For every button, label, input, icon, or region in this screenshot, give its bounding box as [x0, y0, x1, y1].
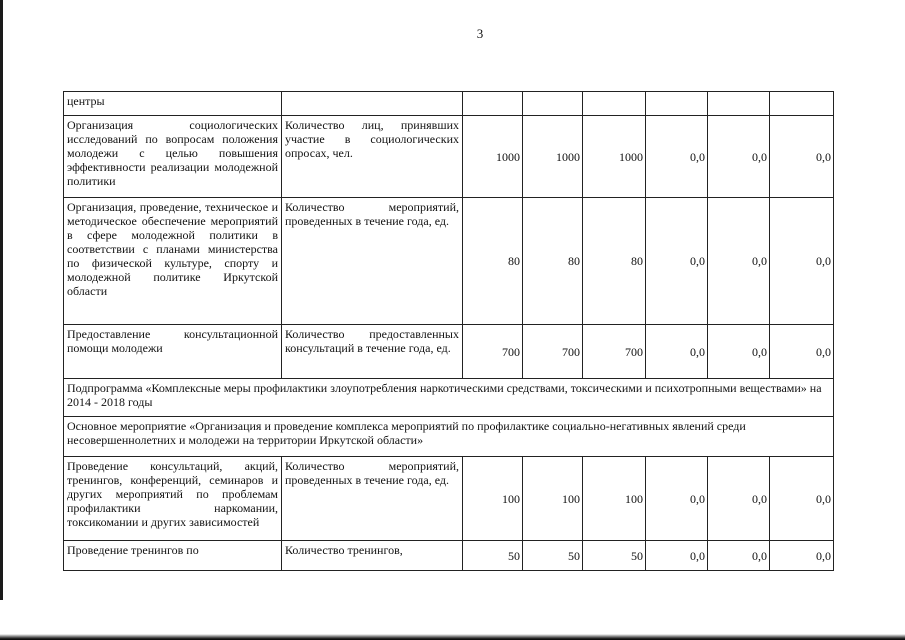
activity-name-cell: Предоставление консультационной помощи молодежи: [64, 325, 282, 379]
value-cell: 0,0: [770, 116, 834, 198]
value-cell: [463, 92, 523, 116]
value-cell: 0,0: [708, 457, 770, 541]
value-cell: 0,0: [770, 457, 834, 541]
table-row: [64, 541, 834, 571]
activity-name-cell: Проведение консультаций, акций, тренингов, конференций, семинаров и других мероприятий по проблемам профилактики наркомании, токсикомании и других зависимостей: [64, 457, 282, 541]
page-number: 3: [476, 26, 484, 41]
value-cell: 0,0: [770, 198, 834, 325]
value-cell: 700: [523, 325, 583, 379]
activity-name-cell: центры: [64, 92, 282, 116]
value-cell: [646, 92, 708, 116]
section-title-cell: Подпрограмма «Комплексные меры профилактики злоупотребления наркотическими средствами, токсическими и психотропными веществами» на 2014 - 2018 годы: [64, 379, 834, 417]
value-cell: 100: [583, 457, 646, 541]
activity-name-cell: Проведение тренингов по: [64, 541, 282, 571]
value-cell: 700: [463, 325, 523, 379]
table-row: [64, 457, 834, 541]
table-body: [64, 92, 834, 571]
value-cell: 0,0: [770, 541, 834, 571]
indicator-cell: Количество мероприятий, проведенных в течение года, ед.: [282, 198, 463, 325]
value-cell: [708, 92, 770, 116]
indicator-cell: Количество предоставленных консультаций в течение года, ед.: [282, 325, 463, 379]
section-title-cell: Основное мероприятие «Организация и проведение комплекса мероприятий по профилактике социально-негативных явлений среди несовершеннолетних и молодежи на территории Иркутской области»: [64, 417, 834, 457]
value-cell: 700: [583, 325, 646, 379]
value-cell: [523, 92, 583, 116]
value-cell: 1000: [583, 116, 646, 198]
section-row: [64, 417, 834, 457]
value-cell: 0,0: [708, 116, 770, 198]
table-row: [64, 92, 834, 116]
indicator-cell: Количество лиц, принявших участие в социологических опросах, чел.: [282, 116, 463, 198]
table-row: [64, 198, 834, 325]
table-row: [64, 325, 834, 379]
indicator-cell: Количество тренингов,: [282, 541, 463, 571]
activity-name-cell: Организация, проведение, техническое и методическое обеспечение мероприятий в сфере молодежной политики в соответствии с планами министерства по физической культуре, спорту и молодежной политике Иркутской области: [64, 198, 282, 325]
indicator-cell: Количество мероприятий, проведенных в течение года, ед.: [282, 457, 463, 541]
indicators-table: [63, 91, 834, 571]
value-cell: 0,0: [646, 116, 708, 198]
value-cell: 0,0: [646, 198, 708, 325]
value-cell: 50: [523, 541, 583, 571]
table-row: [64, 116, 834, 198]
value-cell: 0,0: [770, 325, 834, 379]
activity-name-cell: Организация социологических исследований по вопросам положения молодежи с целью повышения эффективности реализации молодежной политики: [64, 116, 282, 198]
value-cell: 0,0: [708, 325, 770, 379]
value-cell: 100: [463, 457, 523, 541]
value-cell: 100: [523, 457, 583, 541]
value-cell: 0,0: [708, 198, 770, 325]
value-cell: 0,0: [646, 541, 708, 571]
value-cell: 0,0: [708, 541, 770, 571]
value-cell: 50: [583, 541, 646, 571]
value-cell: 80: [523, 198, 583, 325]
value-cell: 0,0: [646, 457, 708, 541]
scan-edge-left: [0, 0, 3, 600]
value-cell: 1000: [523, 116, 583, 198]
value-cell: 80: [583, 198, 646, 325]
scan-edge-bottom: [0, 634, 905, 640]
value-cell: [583, 92, 646, 116]
section-row: [64, 379, 834, 417]
value-cell: 0,0: [646, 325, 708, 379]
indicator-cell: [282, 92, 463, 116]
value-cell: 1000: [463, 116, 523, 198]
value-cell: 80: [463, 198, 523, 325]
value-cell: 50: [463, 541, 523, 571]
value-cell: [770, 92, 834, 116]
